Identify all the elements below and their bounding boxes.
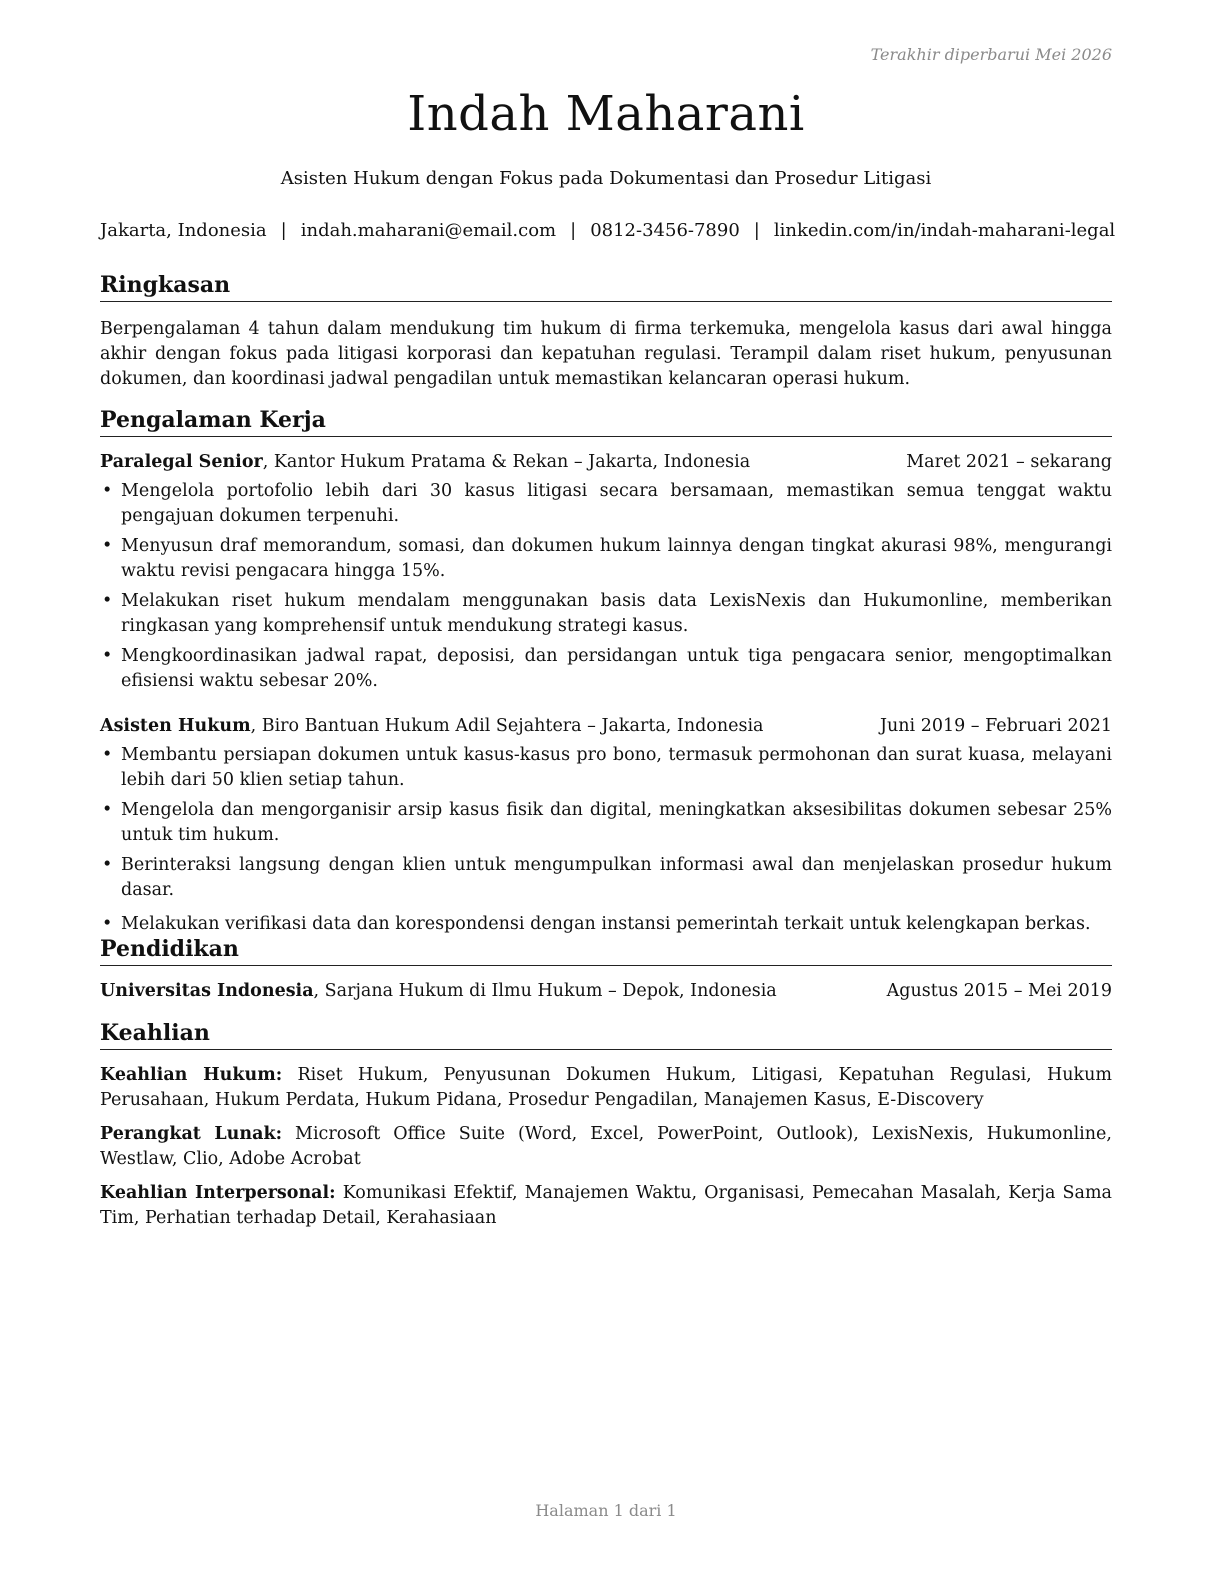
candidate-name: Indah Maharani [407, 86, 805, 142]
contact-linkedin[interactable]: linkedin.com/in/indah-maharani-legal [773, 220, 1116, 241]
skills-list [100, 1063, 1112, 1231]
education-degree: , Sarjana Hukum di Ilmu Hukum – Depok, Indonesia [313, 981, 777, 1001]
skill-group-label: Keahlian Interpersonal: [100, 1183, 336, 1203]
experience-section [100, 405, 1112, 942]
skill-group-items: Komunikasi Efektif, Manajemen Waktu, Organisasi, Pemecahan Masalah, Kerja Sama Tim, Perhatian terhadap Detail, Kerahasiaan [100, 1183, 1112, 1228]
contact-email[interactable]: indah.maharani@email.com [300, 220, 557, 241]
section-heading-experience: Pengalaman Kerja [100, 405, 1112, 437]
contact-separator: | [570, 220, 577, 241]
contact-line [100, 220, 1116, 241]
skill-group-items: Riset Hukum, Penyusunan Dokumen Hukum, Litigasi, Kepatuhan Regulasi, Hukum Perusahaan, Hukum Perdata, Hukum Pidana, Prosedur Pengadilan, Manajemen Kasus, E-Discovery [100, 1065, 1112, 1110]
summary-section [100, 270, 1112, 392]
job-dates: Maret 2021 – sekarang [906, 452, 1112, 472]
skill-group-items: Microsoft Office Suite (Word, Excel, PowerPoint, Outlook), LexisNexis, Hukumonline, Westlaw, Clio, Adobe Acrobat [100, 1124, 1112, 1169]
job-bullets [100, 479, 1112, 694]
job-header [100, 714, 1112, 739]
skill-group-label: Perangkat Lunak: [100, 1124, 283, 1144]
resume-page [100, 0, 1116, 1584]
skill-group [100, 1122, 1112, 1172]
job-bullet: • Menyusun draf memorandum, somasi, dan dokumen hukum lainnya dengan tingkat akurasi 98%, mengurangi waktu revisi pengacara hingga 15%. [100, 534, 1112, 584]
job-bullet: • Melakukan verifikasi data dan korespondensi dengan instansi pemerintah terkait untuk kelengkapan berkas. [100, 912, 1112, 937]
page-number: Halaman 1 dari 1 [535, 1501, 677, 1520]
job-organization: , Kantor Hukum Pratama & Rekan – Jakarta, Indonesia [262, 452, 751, 472]
job-bullet: • Mengelola dan mengorganisir arsip kasus fisik dan digital, meningkatkan aksesibilitas dokumen sebesar 25% untuk tim hukum. [100, 798, 1112, 848]
education-school: Universitas Indonesia [100, 981, 314, 1001]
job-bullets [100, 743, 1112, 937]
job-bullet: • Berinteraksi langsung dengan klien untuk mengumpulkan informasi awal dan menjelaskan prosedur hukum dasar. [100, 853, 1112, 903]
skill-group [100, 1063, 1112, 1113]
education-entry [100, 979, 1112, 1004]
summary-text: Berpengalaman 4 tahun dalam mendukung tim hukum di firma terkemuka, mengelola kasus dari awal hingga akhir dengan fokus pada litigasi korporasi dan kepatuhan regulasi. Terampil dalam riset hukum, penyusunan dokumen, dan koordinasi jadwal pengadilan untuk memastikan kelancaran operasi hukum. [100, 319, 1112, 389]
job-bullet: • Mengelola portofolio lebih dari 30 kasus litigasi secara bersamaan, memastikan semua tenggat waktu pengajuan dokumen terpenuhi. [100, 479, 1112, 529]
job-dates: Juni 2019 – Februari 2021 [879, 716, 1112, 736]
section-heading-summary: Ringkasan [100, 270, 1112, 302]
section-heading-skills: Keahlian [100, 1018, 1112, 1050]
contact-location: Jakarta, Indonesia [100, 220, 267, 241]
job-entry [100, 714, 1112, 937]
last-updated: Terakhir diperbarui Mei 2026 [870, 45, 1112, 64]
candidate-headline: Asisten Hukum dengan Fokus pada Dokumentasi dan Prosedur Litigasi [280, 168, 932, 189]
contact-phone: 0812-3456-7890 [590, 220, 740, 241]
skills-section [100, 1018, 1112, 1240]
job-header [100, 450, 1112, 475]
contact-separator: | [280, 220, 287, 241]
skill-group [100, 1181, 1112, 1231]
job-bullet: • Membantu persiapan dokumen untuk kasus-kasus pro bono, termasuk permohonan dan surat kuasa, melayani lebih dari 50 klien setiap tahun. [100, 743, 1112, 793]
education-section [100, 934, 1112, 1004]
job-title: Paralegal Senior [100, 452, 263, 472]
job-title: Asisten Hukum [100, 716, 251, 736]
job-bullet: • Melakukan riset hukum mendalam menggunakan basis data LexisNexis dan Hukumonline, memberikan ringkasan yang komprehensif untuk mendukung strategi kasus. [100, 589, 1112, 639]
job-entry [100, 450, 1112, 694]
contact-separator: | [753, 220, 760, 241]
job-organization: , Biro Bantuan Hukum Adil Sejahtera – Jakarta, Indonesia [250, 716, 764, 736]
skill-group-label: Keahlian Hukum: [100, 1065, 283, 1085]
job-bullet: • Mengkoordinasikan jadwal rapat, deposisi, dan persidangan untuk tiga pengacara senior, mengoptimalkan efisiensi waktu sebesar 20%. [100, 644, 1112, 694]
education-dates: Agustus 2015 – Mei 2019 [886, 981, 1112, 1001]
section-heading-education: Pendidikan [100, 934, 1112, 966]
